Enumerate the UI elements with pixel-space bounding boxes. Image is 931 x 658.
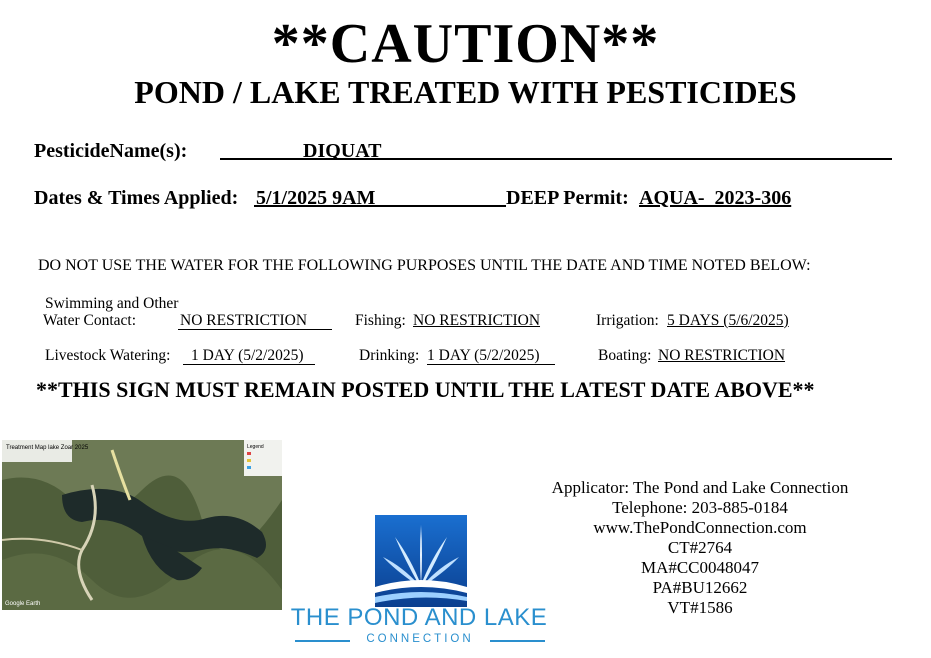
posting-notice: **THIS SIGN MUST REMAIN POSTED UNTIL THE LATEST DATE ABOVE** [36, 377, 815, 402]
ct-license: CT#2764 [667, 538, 733, 557]
pesticide-label: PesticideName(s): [34, 140, 188, 162]
permit-value: AQUA- 2023-306 [639, 187, 792, 209]
map-legend-title: Legend [247, 444, 264, 450]
logo-rule-right [490, 640, 545, 642]
pesticide-value: DIQUAT [303, 140, 382, 162]
permit-label: DEEP Permit: [506, 187, 629, 209]
company-logo [375, 515, 467, 607]
ma-license: MA#CC0048047 [640, 558, 760, 577]
irrigation-value: 5 DAYS (5/6/2025) [667, 312, 789, 329]
map-title: Treatment Map lake Zoar 2025 [6, 445, 89, 451]
logo-subtitle-row [295, 633, 545, 649]
fountain-logo-icon [375, 515, 467, 607]
swimming-label-line1: Swimming and Other [45, 295, 179, 312]
logo-name: THE POND AND LAKE [290, 604, 548, 631]
swimming-label-line2: Water Contact: [43, 312, 137, 329]
drinking-label: Drinking: [359, 347, 420, 364]
logo-subtitle: CONNECTION [366, 633, 474, 645]
livestock-label: Livestock Watering: [45, 347, 171, 364]
applicator-telephone: Telephone: 203-885-0184 [612, 498, 788, 517]
logo-rule-left [295, 640, 350, 642]
swimming-value: NO RESTRICTION [180, 312, 308, 329]
dates-label: Dates & Times Applied: [34, 187, 239, 209]
boating-label: Boating: [598, 347, 652, 364]
applicator-contact [525, 478, 875, 618]
applicator-name: Applicator: The Pond and Lake Connection [551, 478, 849, 497]
treatment-map-image [2, 440, 282, 610]
fishing-label: Fishing: [355, 312, 406, 329]
dates-value: 5/1/2025 9AM [256, 187, 376, 209]
livestock-value: 1 DAY (5/2/2025) [191, 347, 304, 364]
boating-value: NO RESTRICTION [658, 347, 786, 364]
applicator-website: www.ThePondConnection.com [593, 518, 807, 537]
drinking-value: 1 DAY (5/2/2025) [427, 347, 540, 364]
caution-title: **CAUTION** [271, 13, 660, 75]
irrigation-label: Irrigation: [596, 312, 659, 329]
vt-license: VT#1586 [667, 598, 733, 617]
sign-subtitle: POND / LAKE TREATED WITH PESTICIDES [134, 74, 797, 110]
pa-license: PA#BU12662 [652, 578, 748, 597]
treatment-map [2, 440, 282, 610]
fishing-value: NO RESTRICTION [413, 312, 541, 329]
map-attribution: Google Earth [5, 601, 41, 607]
usage-instruction: DO NOT USE THE WATER FOR THE FOLLOWING PURPOSES UNTIL THE DATE AND TIME NOTED BELOW: [38, 257, 811, 274]
